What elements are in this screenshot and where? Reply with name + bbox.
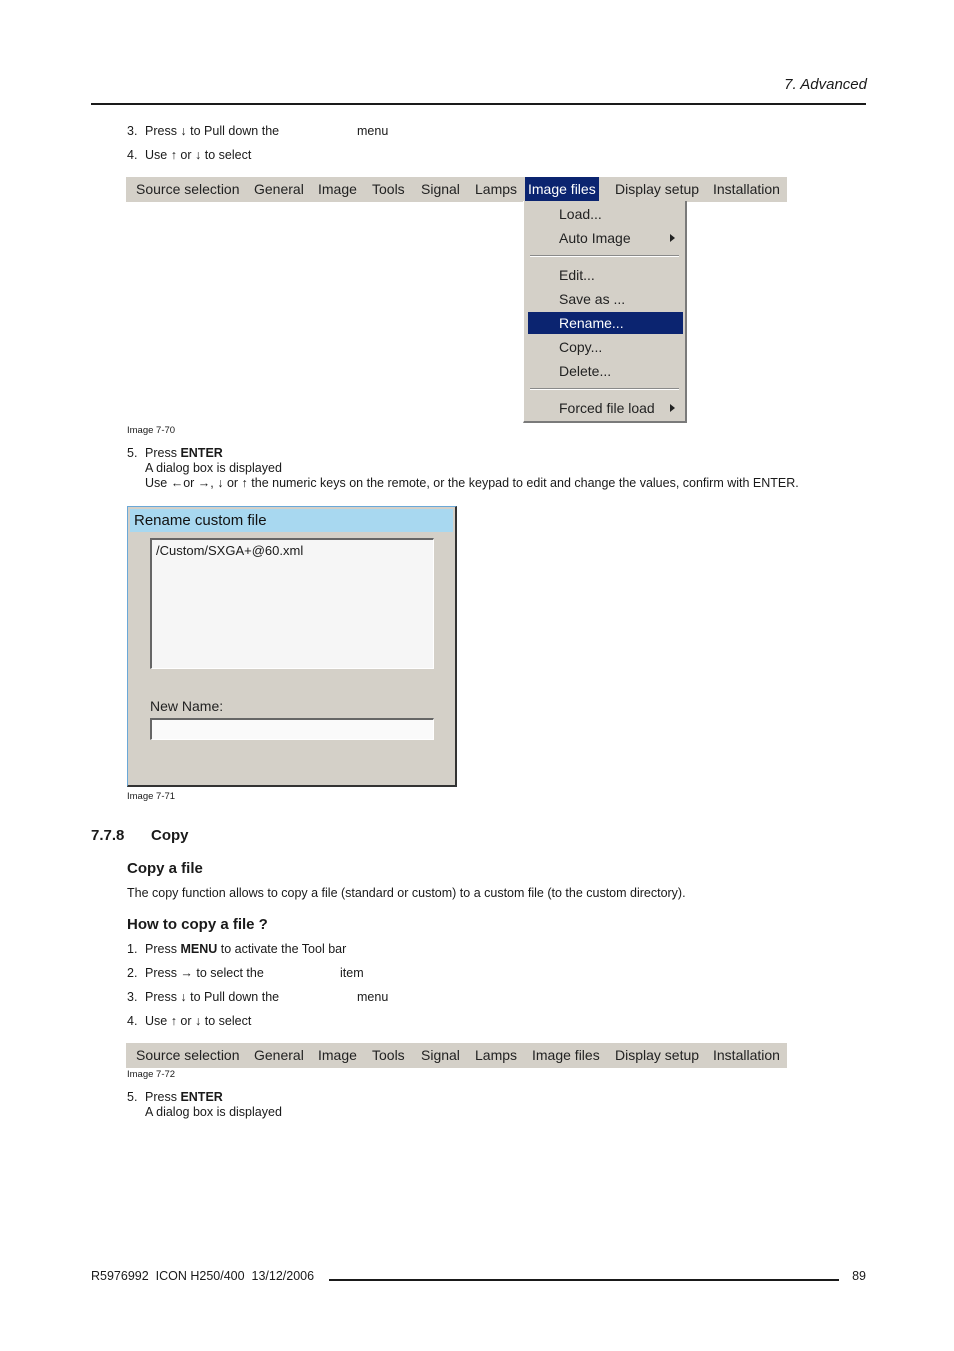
- menu-source-selection[interactable]: Source selection: [136, 181, 240, 197]
- header-rule: [91, 103, 866, 105]
- how-to-step-4: [127, 1014, 251, 1029]
- key-menu: MENU: [180, 942, 218, 956]
- step-number: 4.: [127, 1014, 138, 1028]
- item-label: Rename...: [559, 315, 624, 331]
- step-text: Press ↓ to Pull down the: [145, 124, 280, 138]
- menu-display-setup[interactable]: Display setup: [615, 181, 700, 197]
- menu-bar: [126, 177, 787, 202]
- item-label: Auto Image: [559, 230, 631, 246]
- step-text: Use ↑ or ↓ to select: [145, 148, 252, 162]
- copy-file-heading: Copy a file: [127, 860, 203, 877]
- step-3-top: [127, 124, 389, 139]
- step-text: Press → to select the: [145, 966, 264, 980]
- step-number: 3.: [127, 990, 138, 1004]
- step-number: 5.: [127, 446, 138, 460]
- item-label: Save as ...: [559, 291, 626, 307]
- caption-image-7-72: Image 7-72: [127, 1069, 176, 1080]
- dropdown-item-edit[interactable]: [528, 264, 683, 286]
- menu-lamps[interactable]: Lamps: [475, 1047, 518, 1063]
- footer-rule: [329, 1279, 839, 1281]
- caption-image-7-70: Image 7-70: [127, 425, 176, 436]
- menu-general[interactable]: General: [254, 1047, 304, 1063]
- item-label: Copy...: [559, 339, 603, 355]
- step-5-bottom-line-2: A dialog box is displayed: [145, 1105, 282, 1119]
- menu-display-setup[interactable]: Display setup: [615, 1047, 700, 1063]
- new-name-input[interactable]: [150, 718, 434, 740]
- menu-lamps[interactable]: Lamps: [475, 181, 518, 197]
- menu-image[interactable]: Image: [318, 181, 357, 197]
- dropdown-item-save-as[interactable]: [528, 288, 683, 310]
- step-tail: item: [340, 966, 364, 980]
- step-post: to activate the Tool bar: [220, 942, 347, 956]
- how-to-step-2: [127, 966, 364, 981]
- key-enter: ENTER: [180, 446, 223, 460]
- file-path-box: [150, 538, 434, 669]
- step-number: 5.: [127, 1090, 138, 1104]
- new-name-label: New Name:: [150, 698, 224, 714]
- item-label: Edit...: [559, 267, 595, 283]
- how-to-heading: How to copy a file ?: [127, 916, 268, 933]
- menu-general[interactable]: General: [254, 181, 304, 197]
- dropdown-item-load[interactable]: [528, 203, 683, 225]
- dropdown-item-auto-image[interactable]: [528, 227, 683, 249]
- caption-image-7-71: Image 7-71: [127, 791, 176, 802]
- submenu-arrow-icon: [670, 404, 675, 412]
- submenu-arrow-icon: [670, 234, 675, 242]
- file-path: /Custom/SXGA+@60.xml: [156, 543, 304, 558]
- item-label: Delete...: [559, 363, 612, 379]
- step-text: Press ↓ to Pull down the: [145, 990, 280, 1004]
- page-number: 89: [852, 1269, 866, 1283]
- chapter-title: 7. Advanced: [784, 76, 867, 93]
- menu-bar-2: [126, 1043, 787, 1068]
- menu-source-selection[interactable]: Source selection: [136, 1047, 240, 1063]
- step-number: 2.: [127, 966, 138, 980]
- image-files-dropdown: [523, 201, 687, 423]
- key-enter: ENTER: [180, 1090, 223, 1104]
- item-label: Forced file load: [559, 400, 655, 416]
- step-5-bottom: [127, 1090, 223, 1105]
- how-to-step-1: [127, 942, 346, 957]
- step-5-line-2: A dialog box is displayed: [145, 461, 282, 475]
- menu-image-files[interactable]: Image files: [532, 1047, 600, 1063]
- section-number: 7.7.8: [91, 827, 125, 844]
- step-number: 4.: [127, 148, 138, 162]
- copy-file-text: The copy function allows to copy a file (standard or custom) to a custom file (to the custom directory).: [127, 886, 686, 900]
- dropdown-item-copy[interactable]: [528, 336, 683, 358]
- menu-tools[interactable]: Tools: [372, 181, 405, 197]
- step-5-top: [127, 446, 223, 461]
- step-number: 3.: [127, 124, 138, 138]
- dropdown-item-rename[interactable]: [528, 312, 683, 334]
- menu-signal[interactable]: Signal: [421, 1047, 460, 1063]
- menu-tools[interactable]: Tools: [372, 1047, 405, 1063]
- rename-dialog: [127, 506, 457, 787]
- dropdown-separator: [530, 388, 679, 390]
- how-to-step-3: [127, 990, 389, 1005]
- menu-signal[interactable]: Signal: [421, 181, 460, 197]
- step-pre: Press: [145, 942, 177, 956]
- step-press: Press: [145, 446, 177, 460]
- menu-image-files[interactable]: Image files: [525, 177, 599, 202]
- dialog-title: Rename custom file: [130, 509, 453, 532]
- menu-image[interactable]: Image: [318, 1047, 357, 1063]
- step-5-line-3: Use ←or →, ↓ or ↑ the numeric keys on the remote, or the keypad to edit and change the values, confirm with ENTER.: [145, 476, 799, 490]
- step-4-top: [127, 148, 251, 163]
- menu-installation[interactable]: Installation: [713, 1047, 780, 1063]
- dropdown-item-delete[interactable]: [528, 360, 683, 382]
- dropdown-separator: [530, 255, 679, 257]
- menu-installation[interactable]: Installation: [713, 181, 780, 197]
- item-label: Load...: [559, 206, 602, 222]
- step-text: Use ↑ or ↓ to select: [145, 1014, 252, 1028]
- step-tail: menu: [357, 990, 389, 1004]
- footer-doc-info: R5976992 ICON H250/400 13/12/2006: [91, 1269, 315, 1283]
- step-number: 1.: [127, 942, 138, 956]
- section-title: Copy: [151, 827, 189, 844]
- dropdown-item-forced-file-load[interactable]: [528, 397, 683, 419]
- step-press: Press: [145, 1090, 177, 1104]
- step-tail: menu: [357, 124, 389, 138]
